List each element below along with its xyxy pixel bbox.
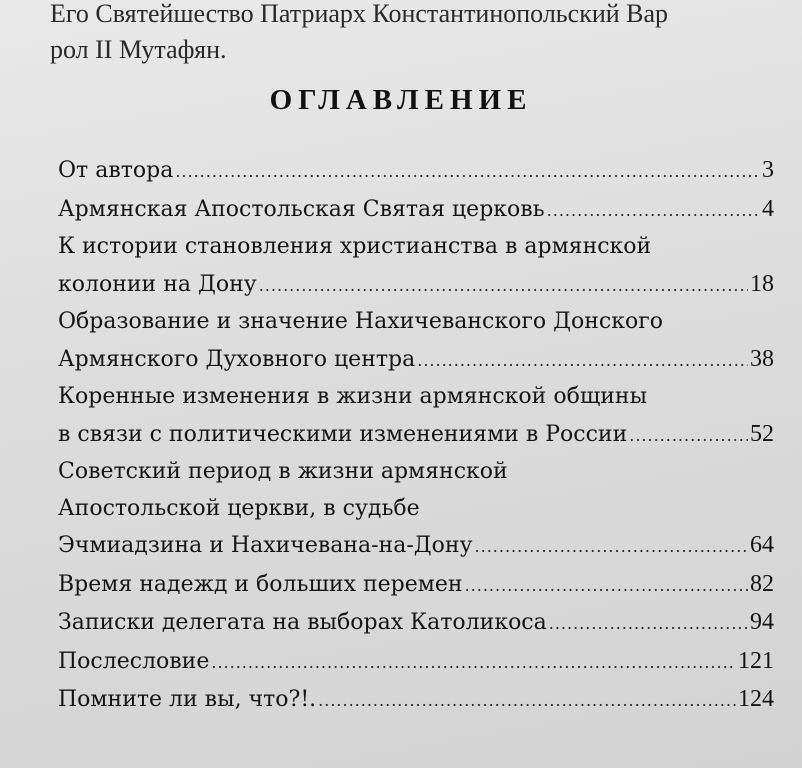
toc-entry-line (58, 341, 774, 380)
toc-page-number: 64 (750, 532, 774, 558)
dot-leader (318, 683, 736, 720)
dot-leader (547, 193, 760, 230)
dot-leader (259, 268, 748, 305)
toc-entry-title: Образование и значение Нахичеванского Донского (58, 309, 663, 334)
toc-entry-title: К истории становления христианства в армянской (58, 234, 652, 259)
toc-entry-line (58, 604, 774, 643)
toc-entry-line (58, 643, 774, 682)
toc-entry-line (58, 491, 774, 528)
toc-page-number: 52 (750, 420, 774, 447)
toc-entry-line (58, 304, 774, 341)
toc-entry (58, 229, 774, 304)
toc-page-number: 82 (750, 570, 774, 597)
carryover-text (50, 0, 668, 68)
toc-entry-title: Послесловие (58, 648, 210, 674)
toc-entry-title: Время надежд и больших перемен (58, 571, 463, 597)
dot-leader (175, 154, 760, 191)
dot-leader (211, 645, 736, 682)
toc-entry-title: Армянская Апостольская Святая церковь (58, 196, 545, 222)
toc-entry-line (58, 681, 774, 720)
toc-entry-line (58, 152, 774, 191)
dot-leader (629, 418, 748, 455)
toc-entry-line (58, 266, 774, 305)
toc-entry-title: Коренные изменения в жизни армянской общины (58, 384, 648, 409)
toc-entry (58, 643, 774, 682)
toc-page-number: 94 (750, 609, 774, 635)
toc-entry-title: От автора (58, 158, 174, 183)
toc-entry-title: Эчмиадзина и Нахичевана-на-Дону (58, 533, 473, 558)
toc-entry-line (58, 229, 774, 266)
toc-entry (58, 191, 774, 230)
toc-page-number: 4 (762, 195, 774, 222)
toc-entry (58, 304, 774, 379)
toc-entry (58, 152, 774, 191)
dot-leader (549, 606, 748, 643)
toc-entry-line (58, 527, 774, 566)
carryover-line-2: рол II Мутафян. (50, 35, 227, 64)
toc-entry-title: Советский период в жизни армянской (58, 459, 508, 484)
toc-entry (58, 566, 774, 605)
toc-page-number: 18 (750, 270, 774, 297)
toc-entry-line (58, 566, 774, 605)
toc-entry (58, 454, 774, 566)
toc-entry-line (58, 416, 774, 455)
toc-entry (58, 379, 774, 454)
toc-entry-line (58, 191, 774, 230)
toc-entry-title: в связи с политическими изменениями в России (58, 421, 628, 447)
dot-leader (475, 529, 748, 566)
toc-entry (58, 681, 774, 720)
dot-leader (417, 343, 748, 380)
toc-page-number: 124 (738, 686, 774, 712)
toc-entry-title: колонии на Дону (58, 271, 257, 297)
toc-page-number: 38 (750, 345, 774, 372)
toc-entry (58, 604, 774, 643)
toc-entry-title: Помните ли вы, что?!. (58, 687, 317, 712)
dot-leader (465, 568, 748, 605)
toc-page-number: 3 (762, 157, 774, 183)
table-of-contents (58, 152, 774, 720)
toc-entry-title: Армянского Духовного центра (58, 346, 416, 372)
toc-entry-line (58, 379, 774, 416)
carryover-line-1: Его Святейшество Патриарх Константинопольский Вар (50, 0, 669, 28)
toc-page-number: 121 (738, 647, 774, 674)
toc-entry-title: Апостольской церкви, в судьбе (58, 495, 420, 521)
page-title: ОГЛАВЛЕНИЕ (269, 84, 533, 116)
toc-entry-title: Записки делегата на выборах Католикоса (58, 610, 547, 635)
toc-entry-line (58, 454, 774, 491)
